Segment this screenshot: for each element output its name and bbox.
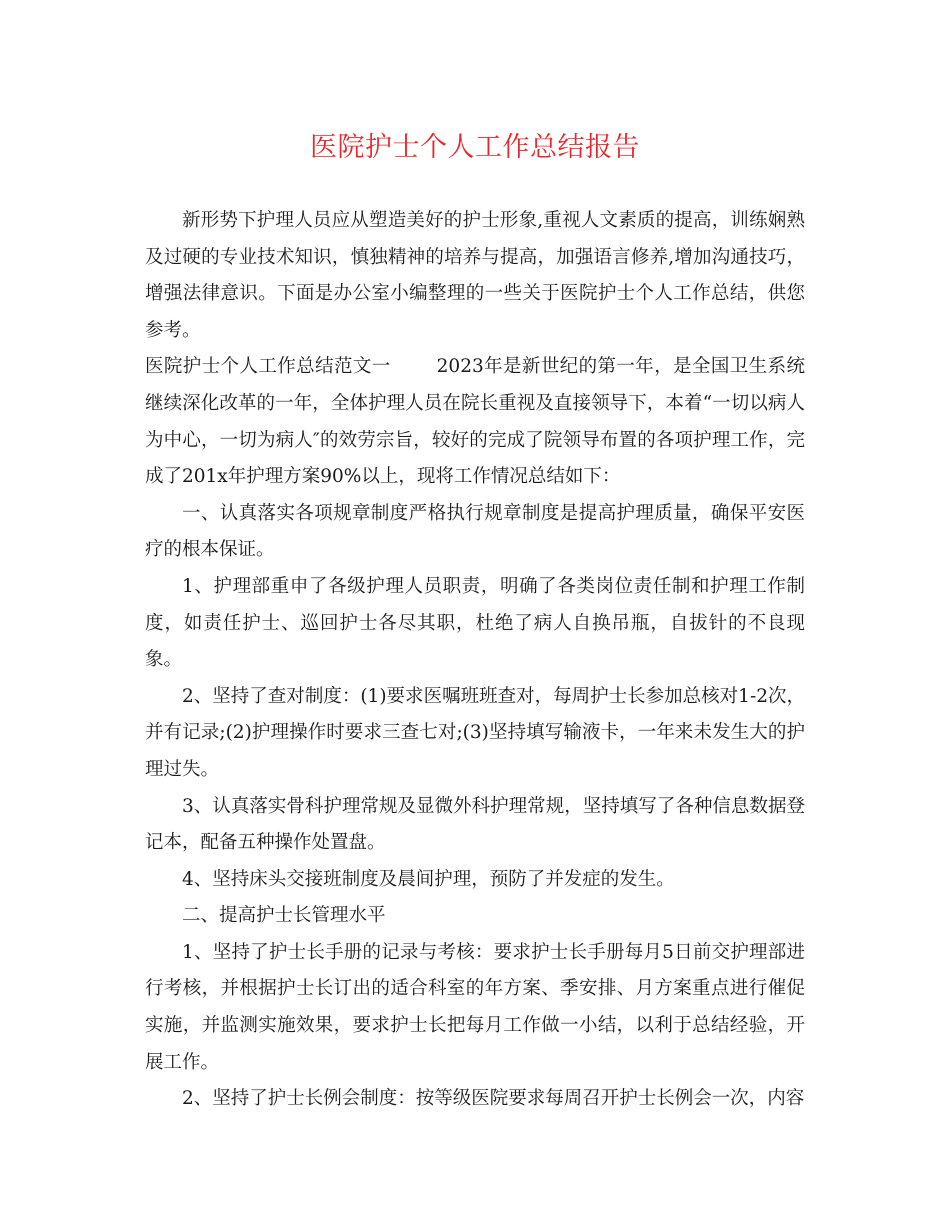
section-1-heading: 一、认真落实各项规章制度严格执行规章制度是提高护理质量，确保平安医疗的根本保证。: [145, 502, 805, 561]
sample-opening: 2023年是新世纪的第一年，是全国卫生系统继续深化改革的一年，全体护理人员在院长重视及直接领导下，本着“一切以病人为中心，一切为病人″的效劳宗旨，较好的完成了院领导布置的各项护理工作，完成了201x年护理方案90%以上，现将工作情况总结如下：: [145, 356, 805, 488]
item-2-1: 1、坚持了护士长手册的记录与考核：要求护士长手册每月5日前交护理部进行考核，并根据护士长订出的适合科室的年方案、季安排、月方案重点进行催促实施，并监测实施效果，要求护士长把每月工作做一小结，以利于总结经验，开展工作。: [145, 941, 805, 1073]
item-1-3: 3、认真落实骨科护理常规及显微外科护理常规，坚持填写了各种信息数据登记本，配备五种操作处置盘。: [145, 795, 805, 854]
intro-paragraph: 新形势下护理人员应从塑造美好的护士形象,重视人文素质的提高，训练娴熟及过硬的专业技术知识，慎独精神的培养与提高，加强语言修养,增加沟通技巧，增强法律意识。下面是办公室小编整理的一些关于医院护士个人工作总结，供您参考。: [145, 210, 805, 341]
item-1-1: 1、护理部重申了各级护理人员职责，明确了各类岗位责任制和护理工作制度，如责任护士、巡回护士各尽其职，杜绝了病人自换吊瓶，自拔针的不良现象。: [145, 575, 805, 671]
item-2-2: 2、坚持了护士长例会制度：按等级医院要求每周召开护士长例会一次，内容: [182, 1088, 805, 1110]
item-1-4: 4、坚持床头交接班制度及晨间护理，预防了并发症的发生。: [182, 868, 675, 890]
sample-paragraph: [145, 349, 805, 495]
sample-heading: 医院护士个人工作总结范文一: [145, 356, 391, 378]
document-body: [145, 203, 805, 1118]
document-title: 医院护士个人工作总结报告: [310, 132, 640, 163]
item-1-2: 2、坚持了查对制度：(1)要求医嘱班班查对，每周护士长参加总核对1-2次，并有记录;(2)护理操作时要求三查七对;(3)坚持填写输液卡，一年来未发生大的护理过失。: [145, 685, 805, 780]
section-2-heading: 二、提高护士长管理水平: [182, 905, 386, 927]
